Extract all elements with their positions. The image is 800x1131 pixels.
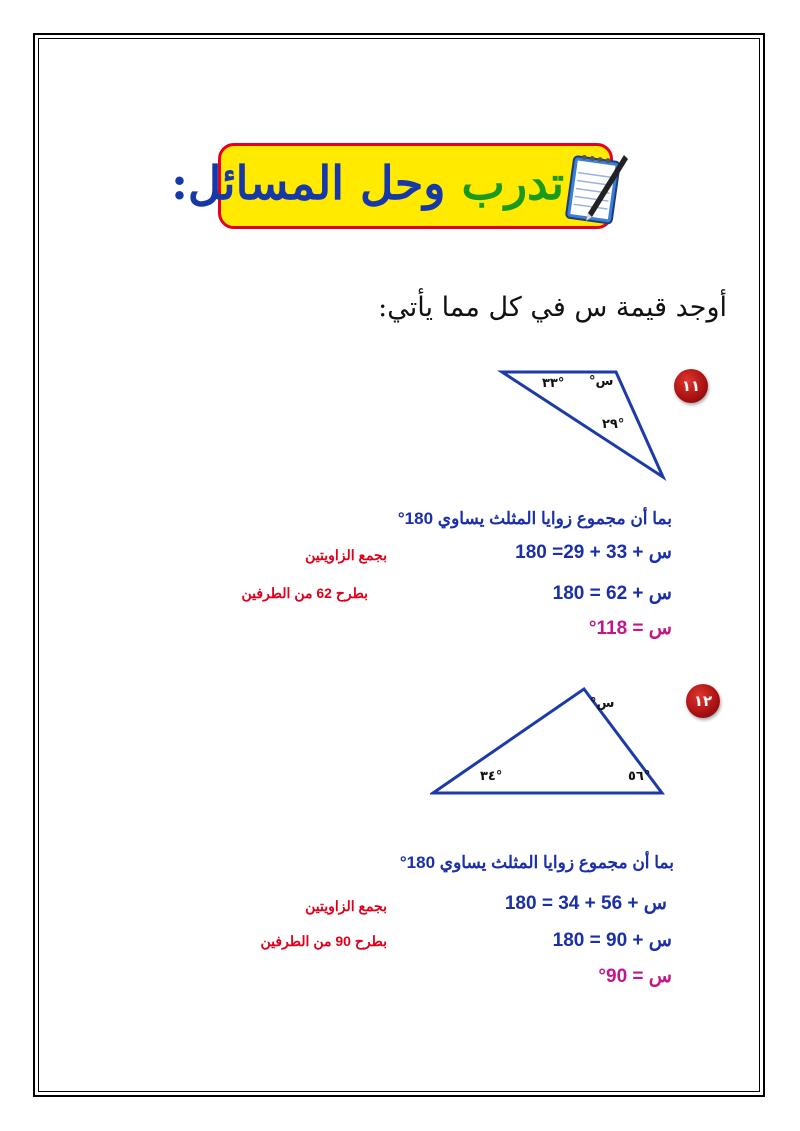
page-title (171, 151, 564, 215)
step-2-note: بطرح 62 من الطرفين (241, 585, 368, 601)
title-banner (170, 143, 630, 229)
solution-step-2: س + 90 = 180 (552, 930, 672, 951)
solution-intro: بما أن مجموع زوايا المثلث يساوي 180° (399, 853, 674, 872)
solution-result: س = 90° (598, 966, 672, 987)
title-word-practice: تدرب (461, 156, 564, 210)
notebook-pencil-icon (564, 149, 630, 227)
step-2-note: بطرح 90 من الطرفين (260, 933, 387, 949)
step-1-note: بجمع الزاويتين (305, 547, 387, 563)
angle-label: °٣٣ (542, 376, 565, 391)
step-1-note: بجمع الزاويتين (305, 898, 387, 914)
title-word-solve: وحل المسائل: (170, 156, 462, 210)
solution-step-2: س + 62 = 180 (552, 583, 672, 604)
triangle-diagram (495, 366, 670, 481)
problem-number-badge: ١٢ (686, 684, 720, 718)
angle-label: °٢٩ (602, 417, 625, 432)
angle-label: °٣٤ (480, 769, 503, 784)
instruction-text: أوجد قيمة س في كل مما يأتي: (378, 292, 727, 323)
angle-label: °٥٦ (628, 769, 651, 784)
problem-number-badge: ١١ (674, 369, 708, 403)
angle-label-x: س° (590, 696, 615, 711)
solution-step-1: س + 56 + 34 = 180 (504, 893, 667, 914)
angle-label-x: س° (589, 374, 614, 389)
solution-intro: بما أن مجموع زوايا المثلث يساوي 180° (397, 509, 672, 528)
solution-result: س = 118° (588, 618, 672, 639)
solution-step-1: س + 33 + 29= 180 (515, 542, 672, 563)
